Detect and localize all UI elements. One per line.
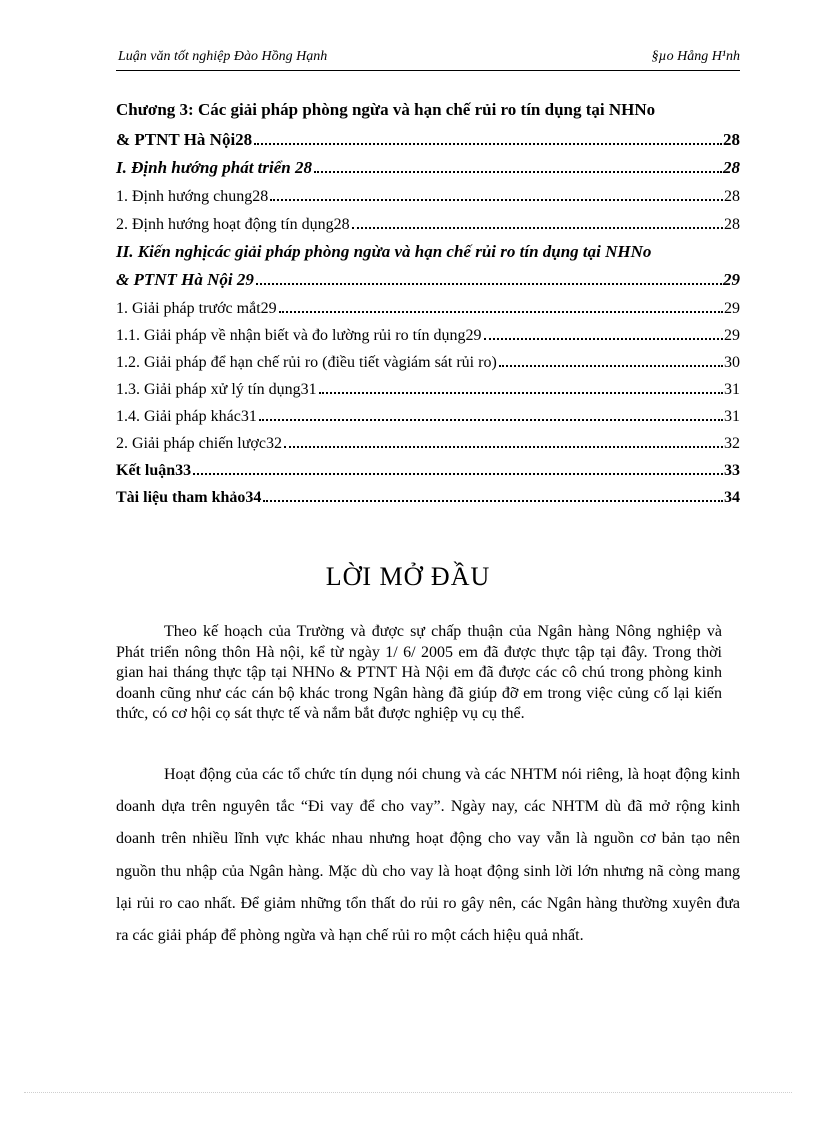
toc-leader xyxy=(270,198,723,201)
toc-page-number: 28 xyxy=(724,188,740,205)
page-bottom-divider xyxy=(24,1092,792,1093)
toc-entry[interactable] xyxy=(116,483,740,507)
header-left-text: Luận văn tốt nghiệp Đào Hồng Hạnh xyxy=(118,49,328,64)
toc-entry-text: 1.2. Giải pháp để hạn chế rủi ro (điều tiết vàgiám sát rủi ro) xyxy=(116,354,497,371)
toc-entry[interactable] xyxy=(116,429,740,453)
toc-page-number: 34 xyxy=(724,489,740,506)
toc-page-number: 29 xyxy=(723,270,740,289)
toc-entry-text: & PTNT Hà Nội 29 xyxy=(116,270,254,289)
toc-page-number: 28 xyxy=(724,216,740,233)
toc-leader xyxy=(263,499,723,502)
toc-leader xyxy=(352,226,723,229)
toc-leader xyxy=(484,337,723,340)
toc-leader xyxy=(284,445,723,448)
toc-entry[interactable] xyxy=(116,238,740,262)
toc-entry-text: Kết luận33 xyxy=(116,462,192,479)
toc-entry[interactable] xyxy=(116,210,740,234)
toc-leader xyxy=(254,142,722,145)
toc-page-number: 28 xyxy=(723,130,740,149)
toc-page-number: 29 xyxy=(724,327,740,344)
toc-entry-text: 2. Định hướng hoạt động tín dụng28 xyxy=(116,216,350,233)
section-title: LỜI MỞ ĐẦU xyxy=(325,562,491,591)
toc-entry[interactable] xyxy=(116,375,740,399)
body-paragraph: Theo kế hoạch của Trường và được sự chấp thuận của Ngân hàng Nông nghiệp và Phát triển nông thôn Hà nội, kể từ ngày 1/ 6/ 2005 em đã được thực tập tại đây. Trong thời gian hai tháng thực tập tại NHNo & PTNT Hà Nội em đã được các cô chú trong phòng kinh doanh cũng như các cán bộ khác trong Ngân hàng đã giúp đỡ em trong việc củng cố lại kiến thức, có cơ hội cọ sát thực tế và nắm bắt được nghiệp vụ cụ thể. xyxy=(116,623,722,722)
toc-entry-text: 2. Giải pháp chiến lược32 xyxy=(116,435,282,452)
toc-leader xyxy=(319,391,723,394)
toc-page-number: 29 xyxy=(724,300,740,317)
toc-entry[interactable] xyxy=(116,321,740,345)
toc-entry[interactable] xyxy=(116,126,740,150)
page-header xyxy=(116,46,740,71)
header-right-text: §µo Hång H¹nh xyxy=(651,49,740,64)
toc-page-number: 28 xyxy=(723,158,740,177)
body-paragraph: Hoạt động của các tổ chức tín dụng nói chung và các NHTM nói riêng, là hoạt động kinh doanh dựa trên nguyên tắc “Đi vay để cho vay”. Ngày nay, các NHTM dù đã mở rộng kinh doanh trên nhiều lĩnh vực khác nhau nhưng hoạt động cho vay vẫn là nguồn cơ bản tạo nên nguồn thu nhập của Ngân hàng. Mặc dù cho vay là hoạt động sinh lời lớn nhưng nã còng mang lại rủi ro cao nhất. Để giảm những tổn thất do rủi ro gây nên, các Ngân hàng thường xuyên đưa ra các giải pháp để phòng ngừa và hạn chế rủi ro một cách hiệu quả nhất. xyxy=(116,766,740,945)
toc-entry-text: I. Định hướng phát triển 28 xyxy=(116,158,312,177)
toc-entry[interactable] xyxy=(116,96,740,120)
toc-leader xyxy=(256,282,722,285)
toc-leader xyxy=(279,310,723,313)
toc-entry[interactable] xyxy=(116,266,740,290)
toc-page-number: 32 xyxy=(724,435,740,452)
toc-entry[interactable] xyxy=(116,182,740,206)
toc-entry-text: 1. Định hướng chung28 xyxy=(116,188,269,205)
toc-leader xyxy=(259,418,723,421)
toc-entry-text: 1. Giải pháp trước mắt29 xyxy=(116,300,277,317)
toc-page-number: 31 xyxy=(724,381,740,398)
toc-entry[interactable] xyxy=(116,456,740,480)
toc-page-number: 31 xyxy=(724,408,740,425)
toc-entry-text: 1.4. Giải pháp khác31 xyxy=(116,408,257,425)
toc-entry[interactable] xyxy=(116,294,740,318)
toc-entry[interactable] xyxy=(116,348,740,372)
toc-page-number: 33 xyxy=(724,462,740,479)
toc-entry[interactable] xyxy=(116,402,740,426)
toc-entry-text: 1.3. Giải pháp xử lý tín dụng31 xyxy=(116,381,317,398)
toc-entry-text: II. Kiến nghịcác giải pháp phòng ngừa và hạn chế rủi ro tín dụng tại NHNo xyxy=(116,242,652,261)
toc-entry[interactable] xyxy=(116,154,740,178)
toc-entry-text: Chương 3: Các giải pháp phòng ngừa và hạn chế rủi ro tín dụng tại NHNo xyxy=(116,100,656,119)
toc-entry-text: 1.1. Giải pháp về nhận biết và đo lường rủi ro tín dụng29 xyxy=(116,327,482,344)
toc-leader xyxy=(314,170,722,173)
toc-leader xyxy=(499,364,723,367)
toc-page-number: 30 xyxy=(724,354,740,371)
toc-entry-text: Tài liệu tham khảo34 xyxy=(116,489,262,506)
toc-leader xyxy=(193,472,723,475)
toc-entry-text: & PTNT Hà Nội28 xyxy=(116,130,253,149)
